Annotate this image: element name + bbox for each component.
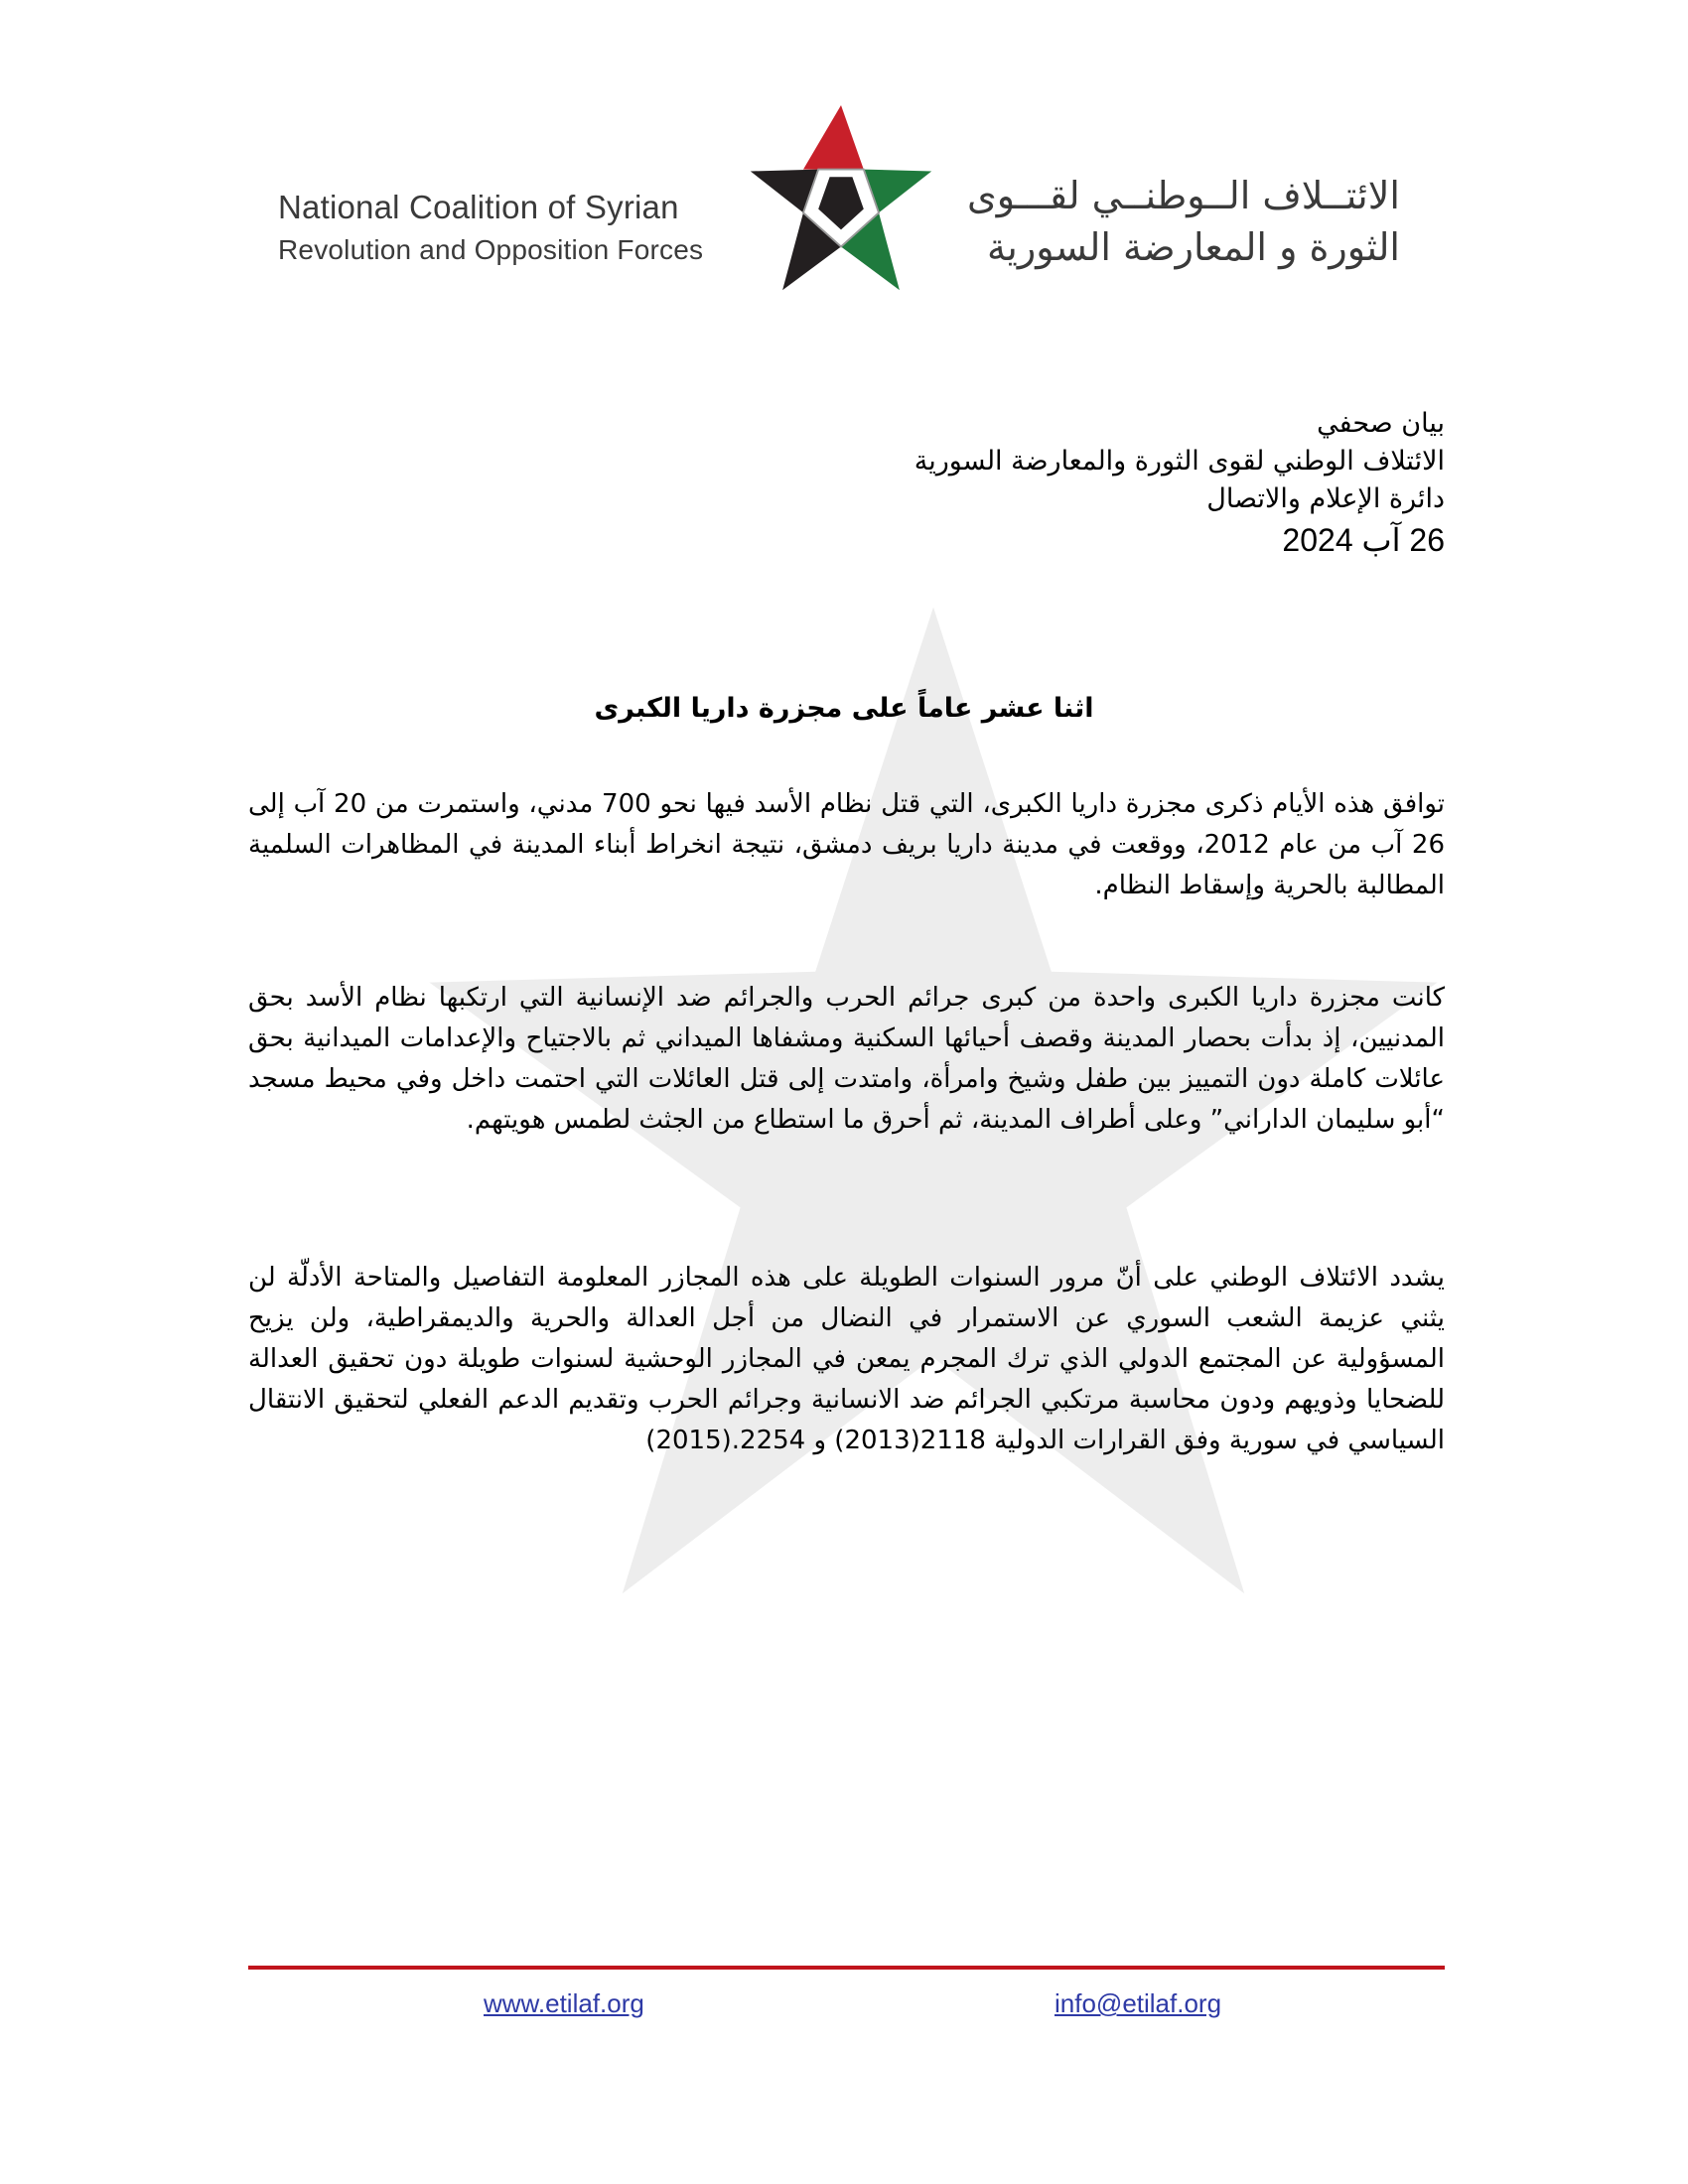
- footer-divider: [248, 1966, 1445, 1970]
- organization-name-english-line2: Revolution and Opposition Forces: [278, 234, 704, 265]
- organization: الائتلاف الوطني لقوى الثورة والمعارضة السورية: [914, 446, 1445, 477]
- organization-name-arabic-line2: الثورة و المعارضة السورية: [986, 225, 1400, 269]
- website-link[interactable]: www.etilaf.org: [484, 1988, 644, 2018]
- paragraph: يشدد الائتلاف الوطني على أنّ مرور السنوات الطويلة على هذه المجازر المعلومة التفاصيل والمتاحة الأدلّة لن يثني عزيمة الشعب السوري عن الاستمرار في النضال من أجل العدالة والحرية والديمقراطية، ولن يزيح المسؤولية عن المجتمع الدولي الذي ترك المجرم يمعن في المجازر الوحشية لسنوات طويلة دون تحقيق العدالة للضحايا وذويهم ودون محاسبة مرتكبي الجرائم ضد الانسانية وجرائم الحرب وتقديم الدعم الفعلي لتحقيق الانتقال السياسي في سورية وفق القرارات الدولية 2118(2013) و 2254.(2015): [248, 1263, 1445, 1455]
- organization-name-arabic-line1: الائتــلاف الــوطنــي لقـــوى: [966, 174, 1400, 217]
- coalition-star-logo-icon: [747, 105, 935, 294]
- organization-name-arabic: [966, 174, 1400, 269]
- department: دائرة الإعلام والاتصال: [1206, 483, 1445, 514]
- letterhead: [0, 99, 1688, 298]
- email-link[interactable]: info@etilaf.org: [1055, 1988, 1222, 2018]
- paragraph: كانت مجزرة داريا الكبرى واحدة من كبرى جرائم الحرب والجرائم ضد الإنسانية التي ارتكبها نظام الأسد بحق المدنيين، إذ بدأت بحصار المدينة وقصف أحيائها السكنية ومشفاها الميداني ثم بالاجتياح والإعدامات الميدانية بحق عائلات كاملة دون التمييز بين طفل وشيخ وامرأة، وامتدت إلى قتل العائلات التي احتمت داخل وفي محيط مسجد “أبو سليمان الداراني” وعلى أطراف المدينة، ثم أحرق ما استطاع من الجثث لطمس هويتهم.: [248, 983, 1445, 1135]
- statement-meta: [914, 405, 1445, 562]
- paragraph: توافق هذه الأيام ذكرى مجزرة داريا الكبرى، التي قتل نظام الأسد فيها نحو 700 مدني، واستمرت من 20 آب إلى 26 آب من عام 2012، ووقعت في مدينة داريا بريف دمشق، نتيجة انخراط أبناء المدينة في المظاهرات السلمية المطالبة بالحرية وإسقاط النظام.: [248, 789, 1446, 900]
- statement-title: اثنا عشر عاماً على مجزرة داريا الكبرى: [594, 693, 1094, 724]
- organization-name-english-line1: National Coalition of Syrian: [278, 189, 679, 225]
- organization-name-english: [278, 191, 703, 264]
- statement-date: 26 آب 2024: [1282, 522, 1445, 558]
- doc-type: بيان صحفي: [1317, 408, 1445, 439]
